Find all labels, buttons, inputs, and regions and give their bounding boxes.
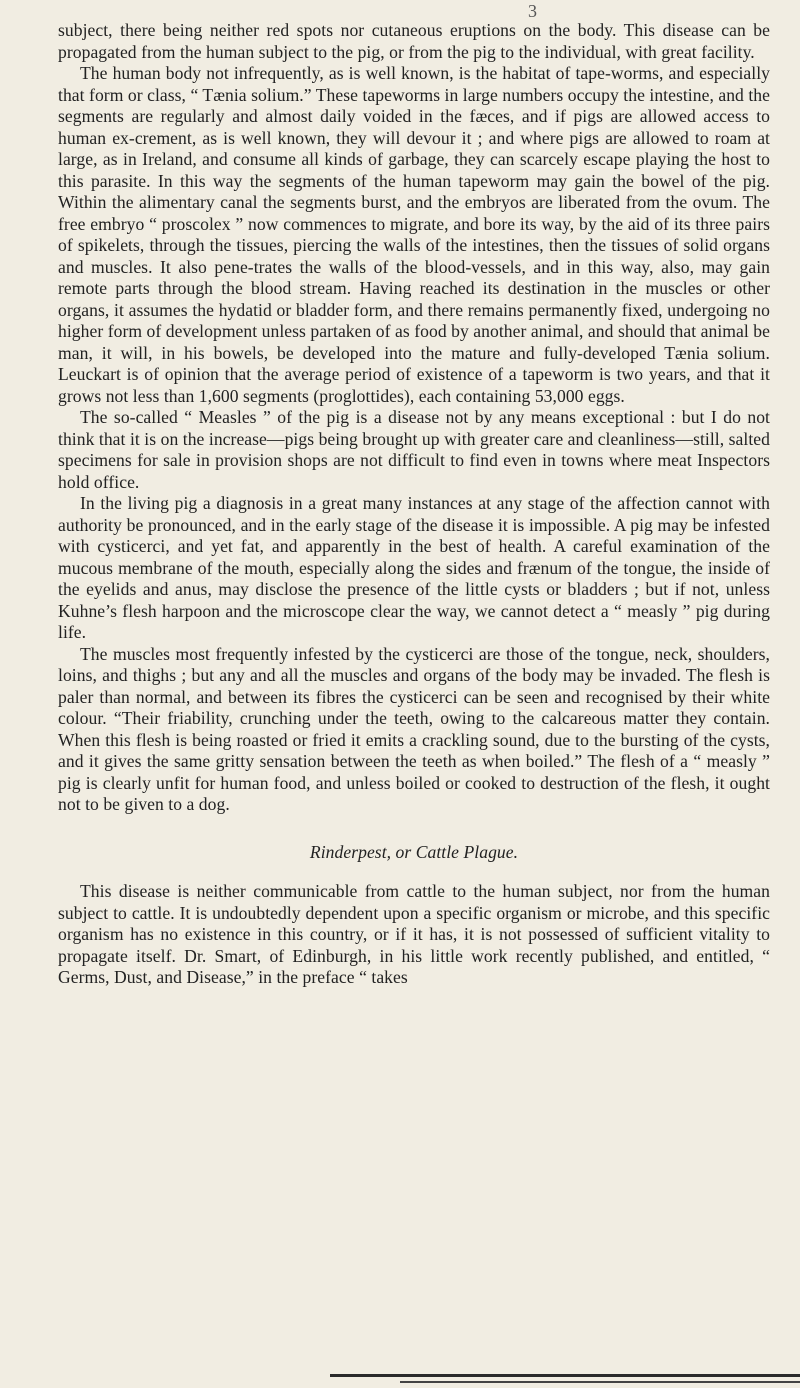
- paragraph-muscles: The muscles most frequently infested by the cysticerci are those of the tongue, neck, shoulders, loins, and thighs ; but any and all the muscles and organs of the body may be invaded. The flesh is paler than normal, and between its fibres the cysticerci can be seen and recognised by their white colour. “Their friability, crunching under the teeth, owing to the calcareous matter they contain. When this flesh is being roasted or fried it emits a crackling sound, due to the bursting of the cysts, and it gives the same gritty sensation between the teeth as when boiled.” The flesh of a “ measly ” pig is clearly unfit for human food, and unless boiled or cooked to destruction of the flesh, it ought not to be given to a dog.: [58, 643, 770, 814]
- paragraph-rinderpest: This disease is neither communicable from cattle to the human subject, nor from the human subject to cattle. It is undoubtedly dependent upon a specific organism or microbe, and this specific organism has no existence in this country, or if it has, it is not possessed of sufficient vitality to propagate itself. Dr. Smart, of Edinburgh, in his little work recently published, and entitled, “ Germs, Dust, and Disease,” in the preface “ takes: [58, 881, 770, 987]
- page-edge-shadow: [330, 1374, 800, 1377]
- page-number: 3: [528, 1, 537, 21]
- paragraph-measles: The so-called “ Measles ” of the pig is a disease not by any means exceptional : but I do not think that it is on the increase—pigs being brought up with greater care and cleanliness—still, salted specimens for sale in provision shops are not difficult to find even in towns where meat Inspectors hold office.: [58, 407, 770, 492]
- page-edge-shadow-lower: [400, 1381, 800, 1383]
- paragraph-diagnosis: In the living pig a diagnosis in a great many instances at any stage of the affection cannot with authority be pronounced, and in the early stage of the disease it is impossible. A pig may be infested with cysticerci, and yet fat, and apparently in the best of health. A careful examination of the mucous membrane of the mouth, especially along the sides and frænum of the tongue, the inside of the eyelids and anus, may disclose the presence of the little cysts or bladders ; but if not, unless Kuhne’s flesh harpoon and the microscope clear the way, we cannot detect a “ measly ” pig during life.: [58, 493, 770, 642]
- section-heading-rinderpest: Rinderpest, or Cattle Plague.: [309, 841, 519, 862]
- paragraph-tapeworm: The human body not infrequently, as is well known, is the habitat of tape-worms, and especially that form or class, “ Tænia solium.” These tapeworms in large numbers occupy the intestine, and the segments are regularly and almost daily voided in the fæces, and if pigs are allowed access to human ex-crement, as is well known, they will devour it ; and where pigs are allowed to roam at large, as in Ireland, and consume all kinds of garbage, they can scarcely escape playing the host to this parasite. In this way the segments of the human tapeworm may gain the bowel of the pig. Within the alimentary canal the segments burst, and the embryos are liberated from the ovum. The free embryo “ proscolex ” now commences to migrate, and bore its way, by the aid of its three pairs of spikelets, through the tissues, piercing the walls of the intestines, then the tissues of solid organs and muscles. It also pene-trates the walls of the blood-vessels, and in this way, also, may gain remote parts through the blood stream. Having reached its destination in the muscles or other organs, it assumes the hydatid or bladder form, and there remains permanently fixed, undergoing no higher form of development unless partaken of as food by another animal, and should that animal be man, it will, in his bowels, be developed into the mature and fully-developed Tænia solium. Leuckart is of opinion that the average period of existence of a tapeworm is two years, and that it grows not less than 1,600 segments (proglottides), each containing 53,000 eggs.: [58, 63, 770, 406]
- paragraph-cutaneous: subject, there being neither red spots nor cutaneous eruptions on the body. This disease can be propagated from the human subject to the pig, or from the pig to the individual, with great facility.: [58, 20, 770, 62]
- page-body: [58, 20, 770, 989]
